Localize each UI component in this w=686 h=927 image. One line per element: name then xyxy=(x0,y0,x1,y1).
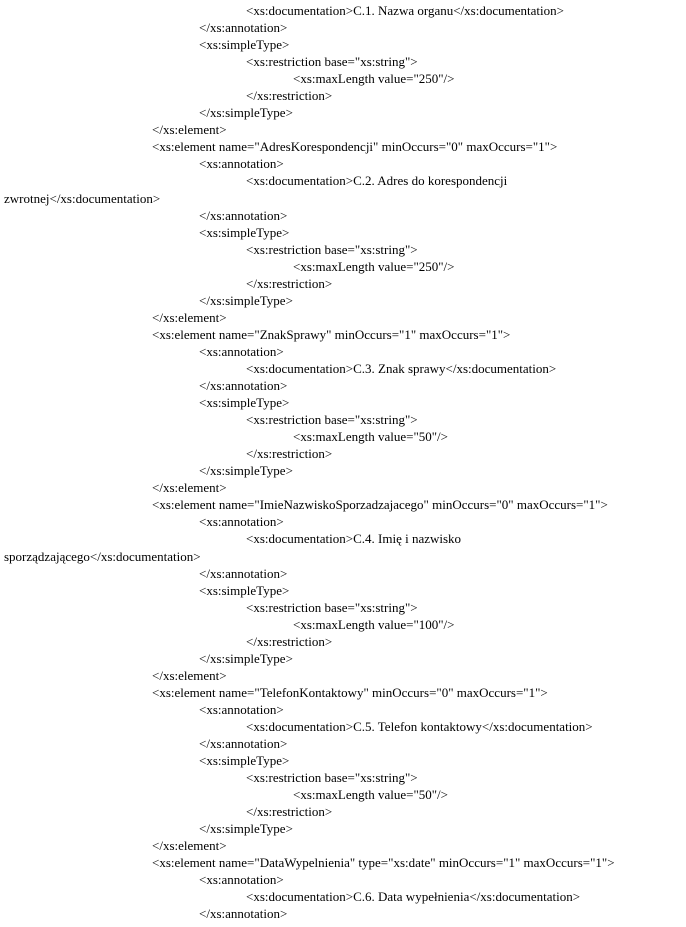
code-line: </xs:annotation> xyxy=(199,378,288,394)
code-line: </xs:simpleType> xyxy=(199,105,293,121)
code-line: <xs:simpleType> xyxy=(199,582,290,598)
code-line: <xs:restriction base="xs:string"> xyxy=(246,241,418,257)
code-line: zwrotnej</xs:documentation> xyxy=(4,190,161,206)
code-line: <xs:maxLength value="50"/> xyxy=(293,429,448,445)
code-line: </xs:simpleType> xyxy=(199,463,293,479)
code-line: </xs:restriction> xyxy=(246,88,333,104)
xml-schema-document xyxy=(0,2,686,923)
code-line: <xs:documentation>C.3. Znak sprawy</xs:documentation> xyxy=(246,360,557,376)
code-line: <xs:simpleType> xyxy=(199,37,290,53)
code-line: </xs:restriction> xyxy=(246,633,333,649)
code-line: </xs:annotation> xyxy=(199,20,288,36)
code-line: <xs:documentation>C.4. Imię i nazwisko xyxy=(246,531,462,547)
code-line: </xs:annotation> xyxy=(199,207,288,223)
code-line: <xs:maxLength value="50"/> xyxy=(293,787,448,803)
code-line: </xs:element> xyxy=(152,309,227,325)
code-line: <xs:element name="ZnakSprawy" minOccurs="1" maxOccurs="1"> xyxy=(152,326,511,342)
code-line: <xs:documentation>C.6. Data wypełnienia</xs:documentation> xyxy=(246,889,581,905)
code-line: <xs:element name="ImieNazwiskoSporzadzajacego" minOccurs="0" maxOccurs="1"> xyxy=(152,497,608,513)
code-line: </xs:simpleType> xyxy=(199,821,293,837)
code-line: <xs:element name="DataWypelnienia" type="xs:date" minOccurs="1" maxOccurs="1"> xyxy=(152,855,615,871)
code-line: </xs:annotation> xyxy=(199,565,288,581)
code-line: <xs:annotation> xyxy=(199,701,284,717)
code-line: <xs:restriction base="xs:string"> xyxy=(246,412,418,428)
code-line: </xs:simpleType> xyxy=(199,292,293,308)
code-line: <xs:simpleType> xyxy=(199,395,290,411)
code-line: </xs:simpleType> xyxy=(199,650,293,666)
code-line: </xs:element> xyxy=(152,122,227,138)
code-line: </xs:element> xyxy=(152,667,227,683)
code-line: <xs:documentation>C.5. Telefon kontaktowy</xs:documentation> xyxy=(246,718,593,734)
code-line: <xs:restriction base="xs:string"> xyxy=(246,770,418,786)
code-line: <xs:maxLength value="250"/> xyxy=(293,71,455,87)
code-line: <xs:documentation>C.1. Nazwa organu</xs:documentation> xyxy=(246,3,564,18)
code-line: </xs:restriction> xyxy=(246,275,333,291)
code-line: <xs:annotation> xyxy=(199,343,284,359)
code-line: <xs:simpleType> xyxy=(199,224,290,240)
code-line: <xs:annotation> xyxy=(199,872,284,888)
code-line: <xs:annotation> xyxy=(199,156,284,172)
code-line: </xs:element> xyxy=(152,480,227,496)
code-line: <xs:restriction base="xs:string"> xyxy=(246,54,418,70)
code-line: </xs:restriction> xyxy=(246,446,333,462)
code-line: sporządzającego</xs:documentation> xyxy=(4,548,201,564)
code-line: <xs:restriction base="xs:string"> xyxy=(246,599,418,615)
code-line: </xs:annotation> xyxy=(199,736,288,752)
code-line: <xs:annotation> xyxy=(199,514,284,530)
code-line: </xs:element> xyxy=(152,838,227,854)
code-line: <xs:maxLength value="100"/> xyxy=(293,616,455,632)
code-line: </xs:annotation> xyxy=(199,906,288,922)
code-line: <xs:element name="AdresKorespondencji" minOccurs="0" maxOccurs="1"> xyxy=(152,139,558,155)
code-line: <xs:maxLength value="250"/> xyxy=(293,258,455,274)
code-line: <xs:element name="TelefonKontaktowy" minOccurs="0" maxOccurs="1"> xyxy=(152,684,548,700)
code-line: <xs:documentation>C.2. Adres do korespondencji xyxy=(246,173,508,189)
code-line: <xs:simpleType> xyxy=(199,753,290,769)
code-line: </xs:restriction> xyxy=(246,804,333,820)
